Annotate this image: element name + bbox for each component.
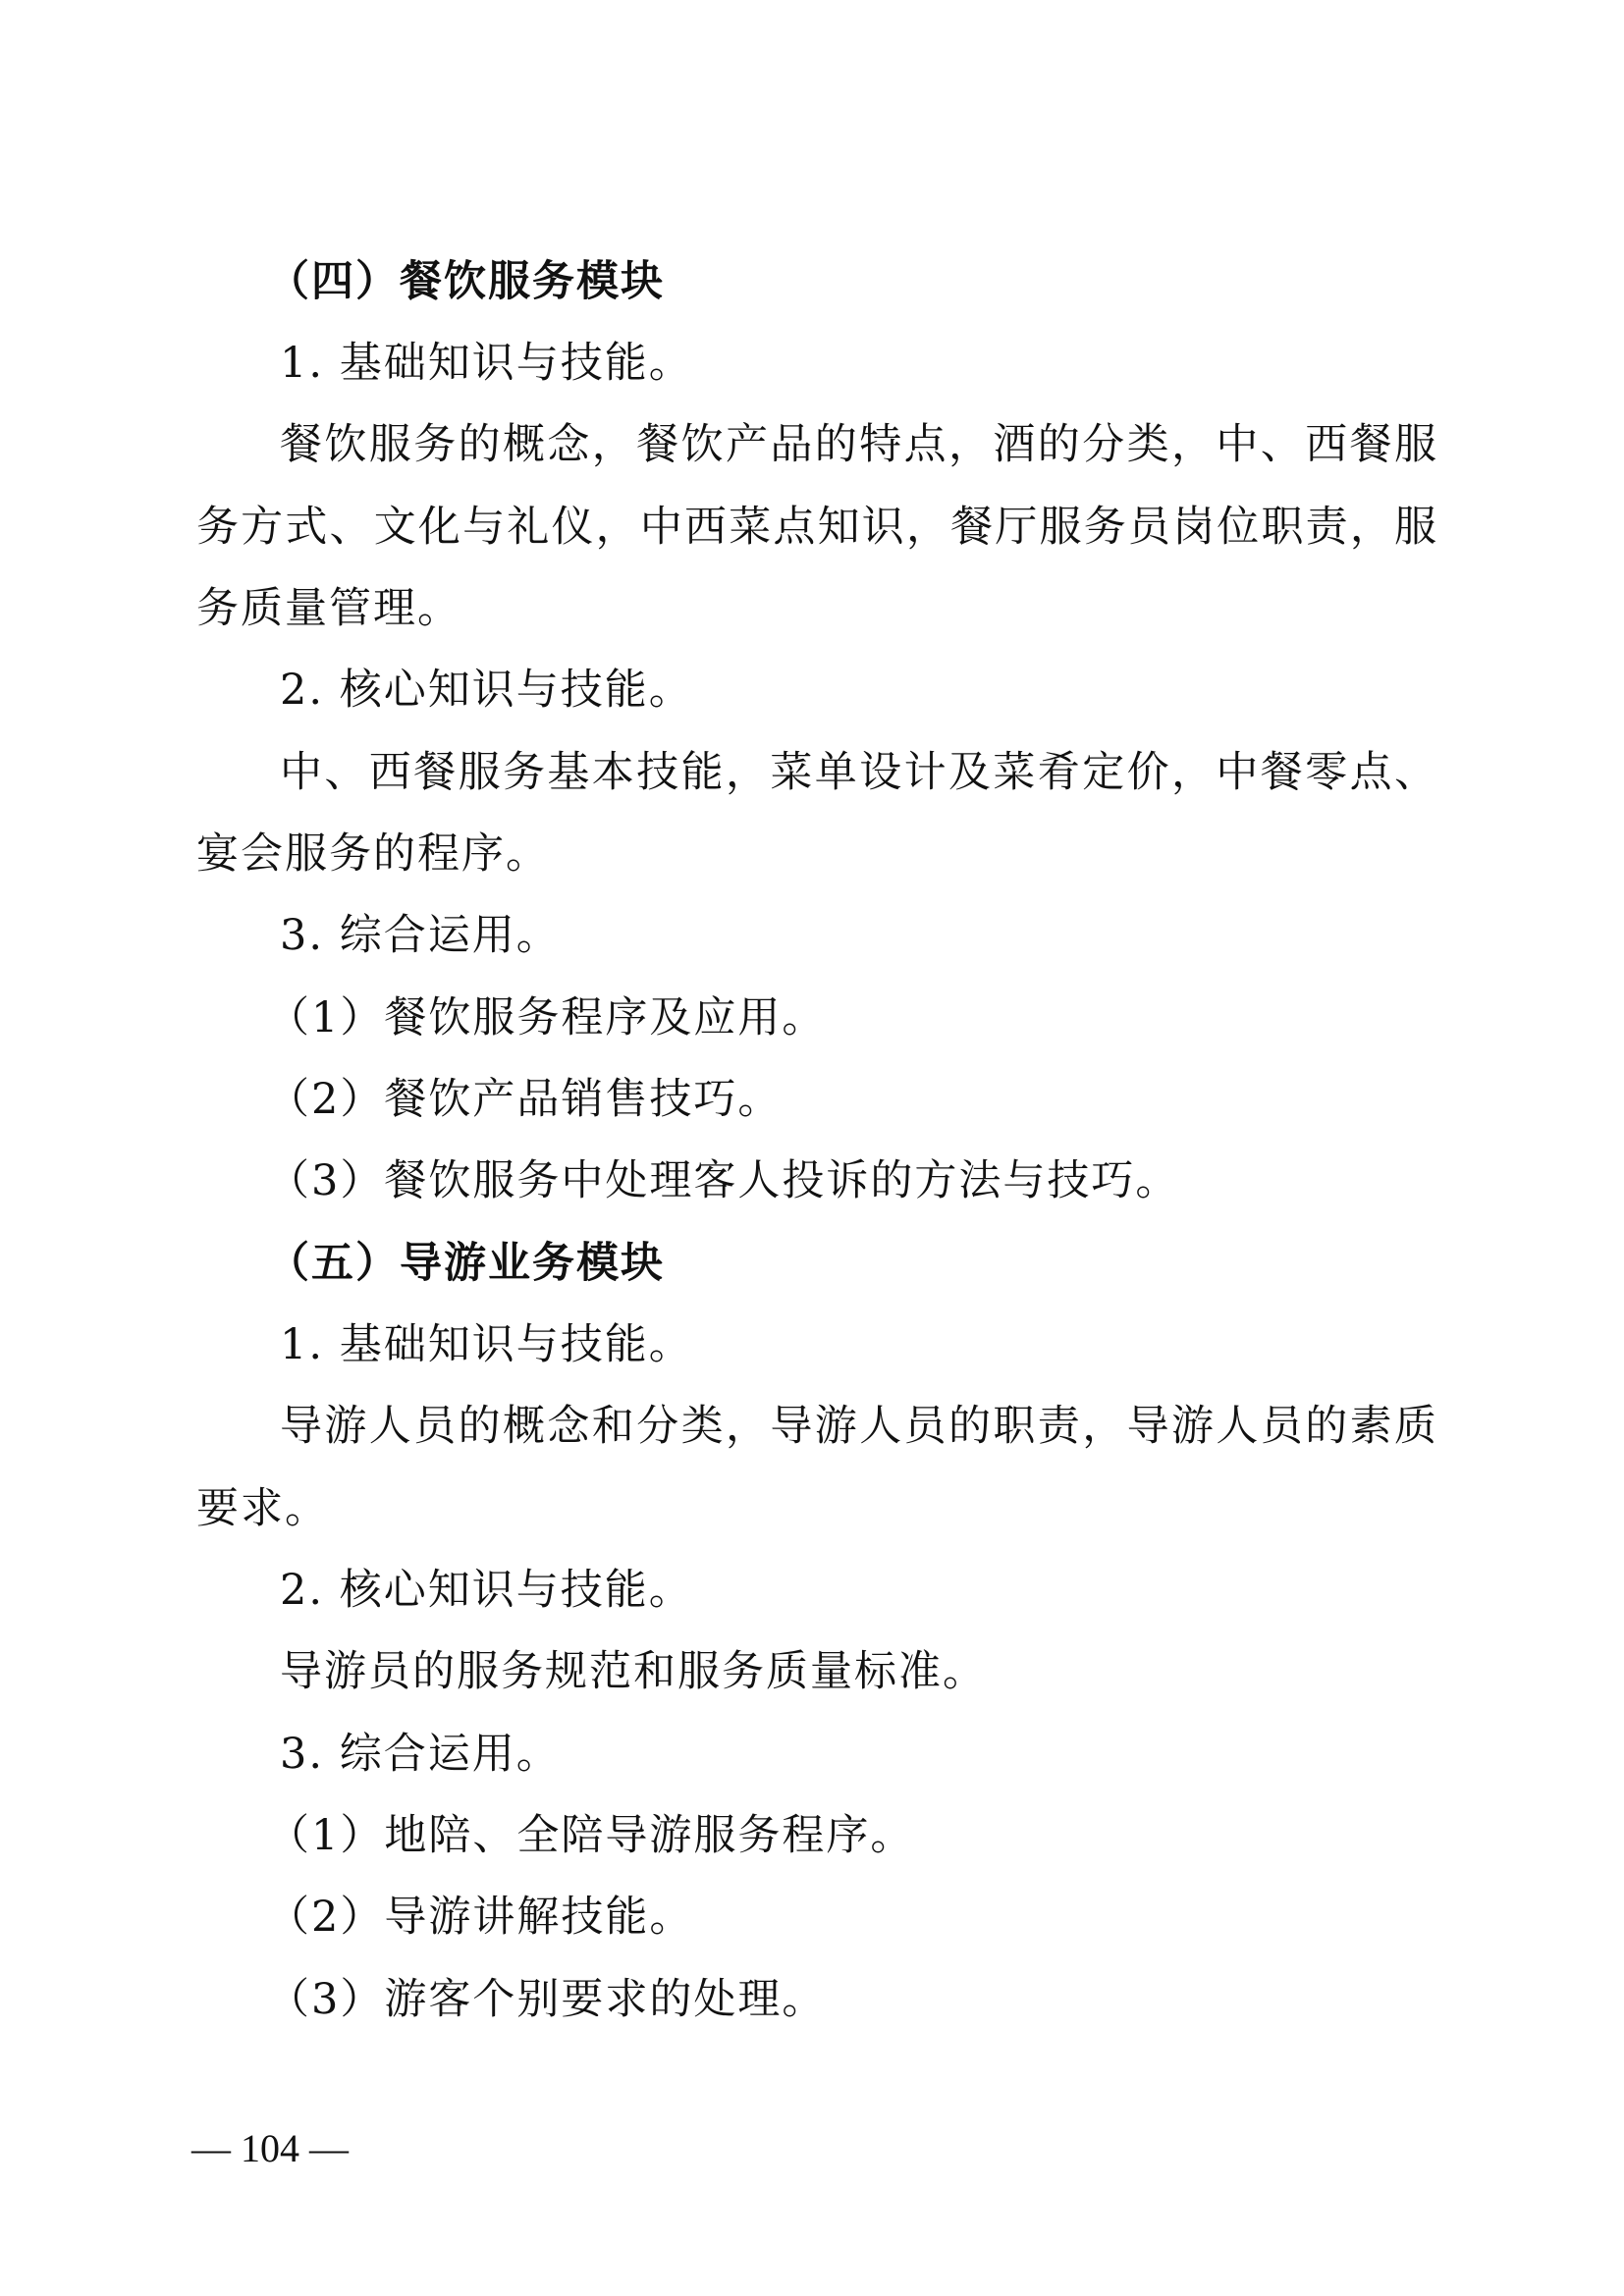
page-number: — 104 — xyxy=(191,2126,349,2170)
paragraph-line: 务方式、文化与礼仪，中西菜点知识，餐厅服务员岗位职责，服 xyxy=(196,503,1436,552)
list-item: （1）地陪、全陪导游服务程序。 xyxy=(267,1811,915,1860)
subsection-core-knowledge: 2. 核心知识与技能。 xyxy=(280,666,693,715)
subsection-basic-knowledge: 1. 基础知识与技能。 xyxy=(280,1320,693,1369)
list-item: （3）餐饮服务中处理客人投诉的方法与技巧。 xyxy=(267,1156,1180,1205)
list-item: （2）餐饮产品销售技巧。 xyxy=(267,1075,783,1124)
section-heading-catering: （四）餐饮服务模块 xyxy=(267,257,665,306)
subsection-basic-knowledge: 1. 基础知识与技能。 xyxy=(280,339,693,388)
paragraph-line: 务质量管理。 xyxy=(196,584,461,633)
paragraph-line: 导游人员的概念和分类，导游人员的职责，导游人员的素质 xyxy=(280,1402,1436,1451)
subsection-comprehensive-use: 3. 综合运用。 xyxy=(280,1730,561,1779)
list-item: （3）游客个别要求的处理。 xyxy=(267,1975,827,2024)
list-item: （2）导游讲解技能。 xyxy=(267,1893,694,1942)
paragraph-line: 餐饮服务的概念，餐饮产品的特点，酒的分类，中、西餐服 xyxy=(280,420,1436,469)
subsection-comprehensive-use: 3. 综合运用。 xyxy=(280,911,561,960)
paragraph-line: 中、西餐服务基本技能，菜单设计及菜肴定价，中餐零点、 xyxy=(280,748,1436,797)
list-item: （1）餐饮服务程序及应用。 xyxy=(267,993,827,1042)
paragraph-line: 宴会服务的程序。 xyxy=(196,829,550,879)
paragraph-line: 导游员的服务规范和服务质量标准。 xyxy=(280,1647,987,1696)
paragraph-line: 要求。 xyxy=(196,1484,329,1533)
section-heading-tour-guide: （五）导游业务模块 xyxy=(267,1239,665,1288)
subsection-core-knowledge: 2. 核心知识与技能。 xyxy=(280,1566,693,1615)
